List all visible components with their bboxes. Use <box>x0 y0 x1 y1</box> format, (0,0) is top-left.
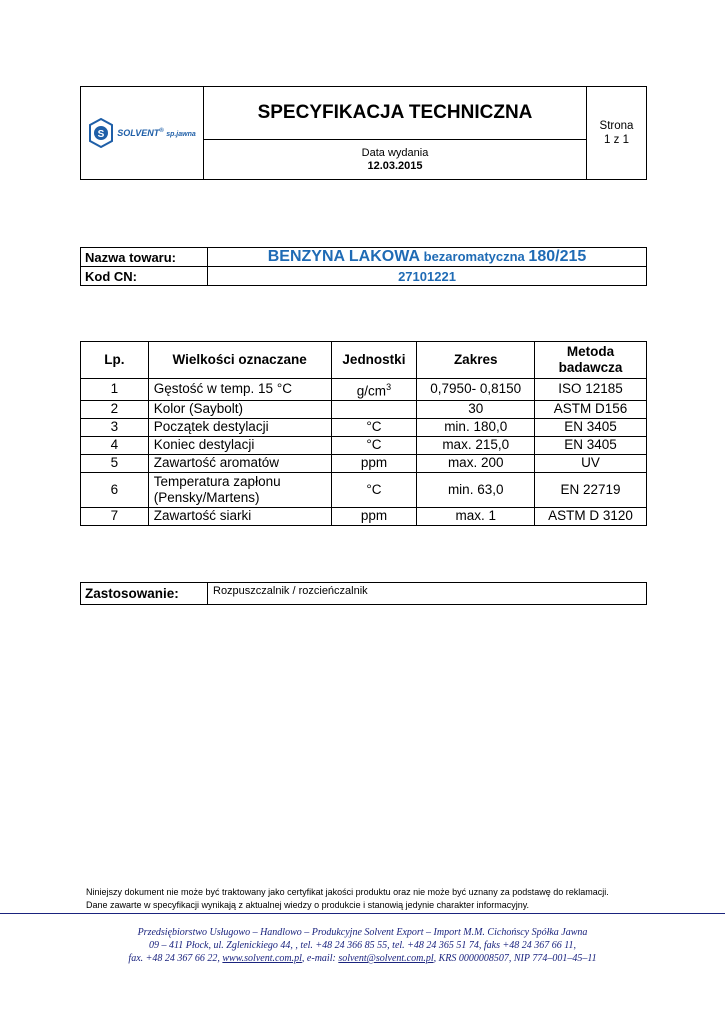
row-lp: 3 <box>81 418 149 436</box>
svg-text:S: S <box>97 129 105 140</box>
product-box <box>80 247 647 286</box>
product-name <box>208 248 647 267</box>
product-name-label: Nazwa towaru: <box>81 248 208 267</box>
row-parameter: Kolor (Saybolt) <box>148 400 331 418</box>
table-row <box>81 400 647 418</box>
spec-table-header <box>81 342 647 379</box>
header-method: Metoda badawcza <box>535 342 647 379</box>
footer-registry: , KRS 0000008507, NIP 774–001–45–11 <box>433 953 597 964</box>
table-row <box>81 507 647 525</box>
row-unit: °C <box>331 436 417 454</box>
header-unit: Jednostki <box>331 342 417 379</box>
row-range: max. 1 <box>417 507 535 525</box>
row-unit: °C <box>331 418 417 436</box>
row-unit <box>331 400 417 418</box>
document-title: SPECYFIKACJA TECHNICZNA <box>204 87 587 140</box>
date-label: Data wydania <box>361 146 429 159</box>
row-method: ASTM D 3120 <box>535 507 647 525</box>
row-parameter: Temperatura zapłonu (Pensky/Martens) <box>148 472 331 507</box>
date-value: 12.03.2015 <box>367 159 423 172</box>
logo-suffix: sp.jawna <box>166 131 196 138</box>
footer-divider <box>0 913 725 914</box>
cn-code-value: 27101221 <box>208 267 647 286</box>
disclaimer-line: Niniejszy dokument nie może być traktowany jako certyfikat jakości produktu oraz nie może być uznany za podstawę do reklamacji. <box>86 887 609 897</box>
row-lp: 1 <box>81 379 149 401</box>
company-footer <box>0 926 725 965</box>
row-lp: 5 <box>81 454 149 472</box>
row-parameter: Koniec destylacji <box>148 436 331 454</box>
row-method: ISO 12185 <box>535 379 647 401</box>
row-method: ASTM D156 <box>535 400 647 418</box>
row-unit: ppm <box>331 454 417 472</box>
row-range: 0,7950- 0,8150 <box>417 379 535 401</box>
row-parameter: Zawartość aromatów <box>148 454 331 472</box>
header-parameter: Wielkości oznaczane <box>148 342 331 379</box>
row-method: UV <box>535 454 647 472</box>
company-logo <box>81 118 203 148</box>
row-range: max. 215,0 <box>417 436 535 454</box>
row-unit: ppm <box>331 507 417 525</box>
product-name-range: 180/215 <box>528 248 587 265</box>
row-lp: 2 <box>81 400 149 418</box>
table-row <box>81 379 647 401</box>
unit-text: g/cm <box>356 383 387 399</box>
table-row <box>81 436 647 454</box>
row-range: max. 200 <box>417 454 535 472</box>
product-name-main: BENZYNA LAKOWA <box>267 248 421 265</box>
issue-date <box>204 140 587 180</box>
row-range: 30 <box>417 400 535 418</box>
page-label: Strona <box>599 120 634 132</box>
row-unit: °C <box>331 472 417 507</box>
row-lp: 4 <box>81 436 149 454</box>
website-link[interactable]: www.solvent.com.pl <box>222 953 302 964</box>
document-header <box>80 86 647 180</box>
logo-text: SOLVENT <box>117 128 160 138</box>
row-method: EN 3405 <box>535 436 647 454</box>
row-method: EN 3405 <box>535 418 647 436</box>
page-value: 1 z 1 <box>604 134 629 146</box>
page-info <box>587 87 647 180</box>
table-row <box>81 472 647 507</box>
header-range: Zakres <box>417 342 535 379</box>
row-range: min. 180,0 <box>417 418 535 436</box>
table-row <box>81 418 647 436</box>
header-lp: Lp. <box>81 342 149 379</box>
logo-reg: ® <box>159 128 164 134</box>
footer-line: 09 – 411 Płock, ul. Zglenickiego 44, , tel. +48 24 366 85 55, tel. +48 24 365 51 74, faks +48 24 367 66 11, <box>148 940 577 951</box>
footer-line <box>0 952 725 965</box>
product-name-sub: bezaromatyczna <box>423 249 525 264</box>
footer-fax: fax. +48 24 367 66 22, <box>128 953 223 964</box>
row-lp: 7 <box>81 507 149 525</box>
application-label: Zastosowanie: <box>81 583 208 605</box>
unit-superscript: 3 <box>386 382 392 392</box>
row-range: min. 63,0 <box>417 472 535 507</box>
application-value: Rozpuszczalnik / rozcieńczalnik <box>208 583 647 605</box>
disclaimer-line: Dane zawarte w specyfikacji wynikają z aktualnej wiedzy o produkcie i stanowią jedynie charakter informacyjny. <box>86 900 530 910</box>
disclaimer <box>86 886 686 912</box>
footer-email-label: , e-mail: <box>301 953 339 964</box>
spec-table <box>80 341 647 526</box>
row-unit <box>331 379 417 401</box>
cn-code-label: Kod CN: <box>81 267 208 286</box>
table-row <box>81 454 647 472</box>
footer-line: Przedsiębiorstwo Usługowo – Handlowo – Produkcyjne Solvent Export – Import M.M. Cichońscy Spółka Jawna <box>137 927 588 938</box>
logo-cell <box>81 87 204 180</box>
row-parameter: Gęstość w temp. 15 °C <box>148 379 331 401</box>
email-link[interactable]: solvent@solvent.com.pl <box>338 953 434 964</box>
application-box <box>80 582 647 605</box>
row-method: EN 22719 <box>535 472 647 507</box>
row-parameter: Zawartość siarki <box>148 507 331 525</box>
row-parameter: Początek destylacji <box>148 418 331 436</box>
solvent-logo-icon <box>88 118 114 148</box>
row-lp: 6 <box>81 472 149 507</box>
